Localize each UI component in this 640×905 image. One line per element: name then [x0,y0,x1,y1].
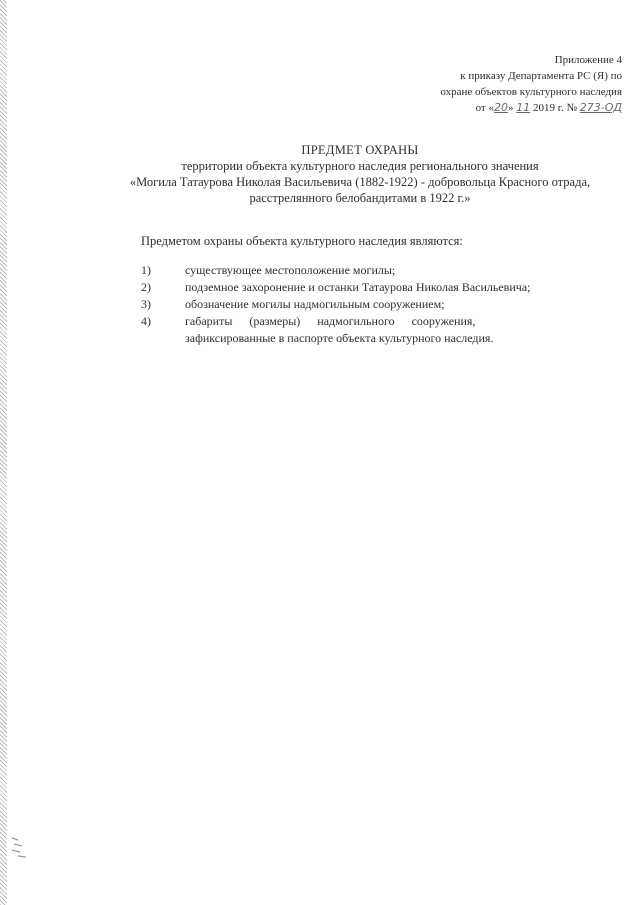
date-month: 11 [516,101,531,114]
title-line-2: «Могила Татаурова Николая Васильевича (1882-1922) - добровольца Красного отрада, [129,175,591,189]
annex-date-line [440,100,622,116]
scan-mark-icon [8,828,48,868]
annex-order-line: к приказу Департамента РС (Я) по [460,70,622,82]
list-item-text-line-1: габариты (размеры) надмогильного сооружения, [185,314,476,328]
annex-department-line: охране объектов культурного наследия [440,86,622,98]
list-item-text: обозначение могилы надмогильным сооружением; [185,297,445,311]
annex-header [440,52,622,116]
list-item-text-line-2: зафиксированные в паспорте объекта культурного наследия. [185,331,494,345]
list-item [141,262,581,279]
protection-items-list [141,262,581,347]
date-prefix: от « [475,102,494,114]
annex-title: Приложение 4 [554,54,622,66]
list-item [141,296,581,313]
list-item-number: 1) [141,263,151,277]
document-title [120,142,600,206]
list-item-number: 2) [141,280,151,294]
list-item [141,279,581,296]
list-item-text [185,313,581,347]
order-number: 273-ОД [579,101,622,114]
title-heading: ПРЕДМЕТ ОХРАНЫ [301,143,419,157]
date-mid: » [508,102,514,114]
title-line-3: расстрелянного белобандитами в 1922 г.» [249,191,471,205]
list-item-text: существующее местоположение могилы; [185,263,396,277]
date-year: 2019 г. № [533,102,578,114]
title-line-1: территории объекта культурного наследия регионального значения [181,159,539,173]
scan-edge-pattern [0,0,7,905]
intro-text: Предметом охраны объекта культурного наследия являются: [141,234,463,248]
date-day: 20 [494,101,508,114]
list-item-number: 3) [141,297,151,311]
list-item [141,313,581,347]
list-item-text: подземное захоронение и останки Татаурова Николая Васильевича; [185,280,531,294]
list-item-number: 4) [141,314,151,328]
